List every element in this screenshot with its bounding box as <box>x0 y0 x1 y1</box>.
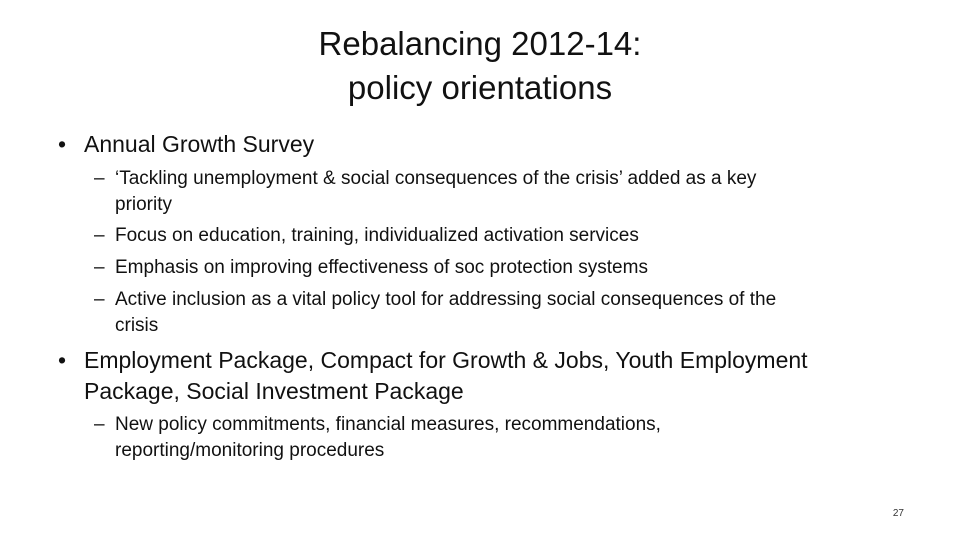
sub-bullet-text-line-2: crisis <box>115 315 159 336</box>
bullet-text: Annual Growth Survey <box>84 131 315 157</box>
sub-bullet-text-line-1: ‘Tackling unemployment & social consequences of the crisis’ added as a key <box>115 168 757 189</box>
bullet-marker: • <box>58 347 67 373</box>
slide-title-line-1: Rebalancing 2012-14: <box>318 25 642 62</box>
slide-title <box>0 22 960 110</box>
sub-bullet-text-line-1: Emphasis on improving effectiveness of soc protection systems <box>115 257 648 278</box>
sub-bullet-marker: – <box>94 225 105 246</box>
sub-bullet-text-line-1: Focus on education, training, individualized activation services <box>115 225 639 246</box>
sub-bullet-marker: – <box>94 289 105 310</box>
slide-title-line-2: policy orientations <box>347 69 613 106</box>
page-number: 27 <box>892 508 904 519</box>
sub-bullet-marker: – <box>94 168 105 189</box>
sub-bullet-text-line-2: reporting/monitoring procedures <box>115 440 385 461</box>
sub-bullet-marker: – <box>94 414 105 435</box>
sub-bullet-text-line-2: priority <box>115 194 173 215</box>
bullet-text-line-2: Package, Social Investment Package <box>84 378 464 404</box>
sub-bullet-marker: – <box>94 257 105 278</box>
sub-bullet-text-line-1: New policy commitments, financial measures, recommendations, <box>115 414 661 435</box>
sub-bullet-text-line-1: Active inclusion as a vital policy tool for addressing social consequences of the <box>115 289 777 310</box>
bullet-marker: • <box>58 131 67 157</box>
bullet-text-line-1: Employment Package, Compact for Growth & Jobs, Youth Employment <box>84 347 808 373</box>
